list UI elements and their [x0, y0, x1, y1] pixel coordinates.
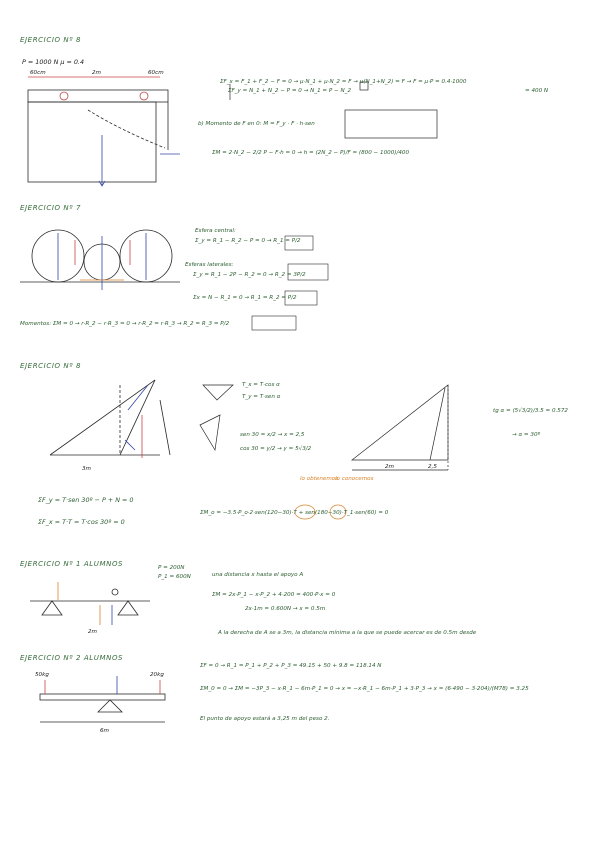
moments-equation: Momentos: ΣM = 0 → r·R_2 − r·R_3 = 0 → r·R_2 = r·R_3 → R_2 = R_3 = P/2 [20, 321, 230, 327]
tangent-relation: tg α = (5√3/2)/3.5 = 0.572 [493, 408, 568, 414]
moment-equation: ΣM = 2x·P_1 − x·P_2 + 4·200 = 400·P·x = 0 [212, 592, 336, 598]
moment-heading: b) Momento de F en 0: M = F_y · F · h·sen [198, 121, 315, 127]
load-p: P = 200N [158, 565, 185, 571]
given-values: P = 1000 N μ = 0.4 [22, 58, 85, 66]
span-label: 6m [100, 728, 110, 734]
distance-note: una distancia x hasta el apoyo A [212, 572, 304, 578]
dist-2m-label: 2m [88, 629, 98, 635]
exercise-12-title: EJERCICIO Nº 2 ALUMNOS [20, 654, 124, 662]
boxed-results-ex7 [252, 236, 328, 330]
rod-diagram-ex8b [50, 380, 170, 458]
note-known: lo conocemos [335, 476, 374, 482]
dist-25: 2,5 [428, 464, 437, 470]
load-p1: P_1 = 600N [158, 574, 191, 580]
lateral-spheres-label: Esferas laterales: [185, 262, 234, 268]
weight-left: 50kg [35, 672, 49, 678]
tension-y: T_y = T·sen α [242, 394, 281, 400]
conclusion-text: A la derecha de A se a 3m, la distancia mínima a la que se puede acercar es de 0.5m desde [218, 630, 477, 636]
force-balance: ΣF = 0 → R_1 = P_1 + P_2 + P_3 = 49.15 + 50 + 9.8 = 118.14 N [200, 663, 382, 669]
force-triangles-ex8b [200, 385, 448, 470]
distance-label: 3m [82, 466, 92, 472]
distance-solution: 2x·1m = 0.600N → x = 0.5m [245, 606, 326, 612]
dist-2m: 2m [385, 464, 395, 470]
sum-fx: ΣF_x = T·T = T·cos 30º = 0 [38, 518, 125, 526]
sum-fy: ΣF_y = T·sen 30º − P + N = 0 [38, 496, 134, 504]
exercise-8b-title: EJERCICIO Nº 8 [20, 362, 82, 370]
equation-2: ΣF_y = N_1 + N_2 − P = 0 → N_1 = P − N_2 [228, 88, 352, 94]
angle-result: → α = 30º [512, 432, 541, 438]
spheres-diagram-ex7 [20, 230, 180, 290]
result-force: = 400 N [525, 88, 549, 94]
note-obtained: lo obtenemos [300, 476, 339, 482]
lateral-eq-x: Σx = N − R_1 = 0 → R_1 = R_2 = P/2 [193, 295, 297, 301]
dim-mid: 2m [92, 70, 102, 76]
lateral-eq-y: Σ_y = R_1 − 2P − R_2 = 0 → R_2 = 3P/2 [193, 272, 306, 278]
sum-moments: ΣM_o = −3.5·P_o·2·sen(120−30)·T + sen(180−30)·T_1·sen(60) = 0 [200, 510, 389, 516]
central-sphere-label: Esfera central: [195, 228, 236, 234]
central-sphere-eq: Σ_y = R_1 − R_2 − P = 0 → R_1 = P/2 [195, 238, 301, 244]
equation-3: ΣM = 2·N_2 − 2/2 P − F·h = 0 → h = (2N_2 − P)/F = (800 − 1000)/400 [212, 150, 410, 156]
moment-balance: ΣM_0 = 0 → ΣM = −3P_3 − x·R_1 − 6m·P_1 = 0 → x = −x·R_1 − 6m·P_1 + 3·P_3 → x = (6·490 − 3·204)/(M78) = 3.25 [200, 686, 529, 692]
sin-relation: sen 30 = x/2 → x = 2,5 [240, 432, 305, 438]
beam-diagram-ex11 [30, 582, 150, 625]
exercise-8-title: EJERCICIO Nº 8 [20, 36, 82, 44]
cos-relation: cos 30 = y/2 → y = 5√3/2 [240, 446, 312, 452]
final-conclusion: El punto de apoyo estará a 3,25 m del peso 2. [200, 716, 330, 722]
weight-right: 20kg [150, 672, 164, 678]
beam-diagram-ex12 [40, 676, 165, 722]
dim-right: 60cm [148, 70, 164, 76]
tension-x: T_x = T·cos α [242, 382, 280, 388]
exercise-7-title: EJERCICIO Nº 7 [20, 204, 82, 212]
beam-diagram-ex8 [28, 77, 180, 186]
exercise-11-title: EJERCICIO Nº 1 ALUMNOS [20, 560, 124, 568]
equation-1: ΣF_x = F_1 + F_2 − F = 0 → μ·N_1 + μ·N_2 = F → μ(N_1+N_2) = F → F = μ·P = 0.4·1000 [220, 79, 467, 85]
dim-left: 60cm [30, 70, 46, 76]
